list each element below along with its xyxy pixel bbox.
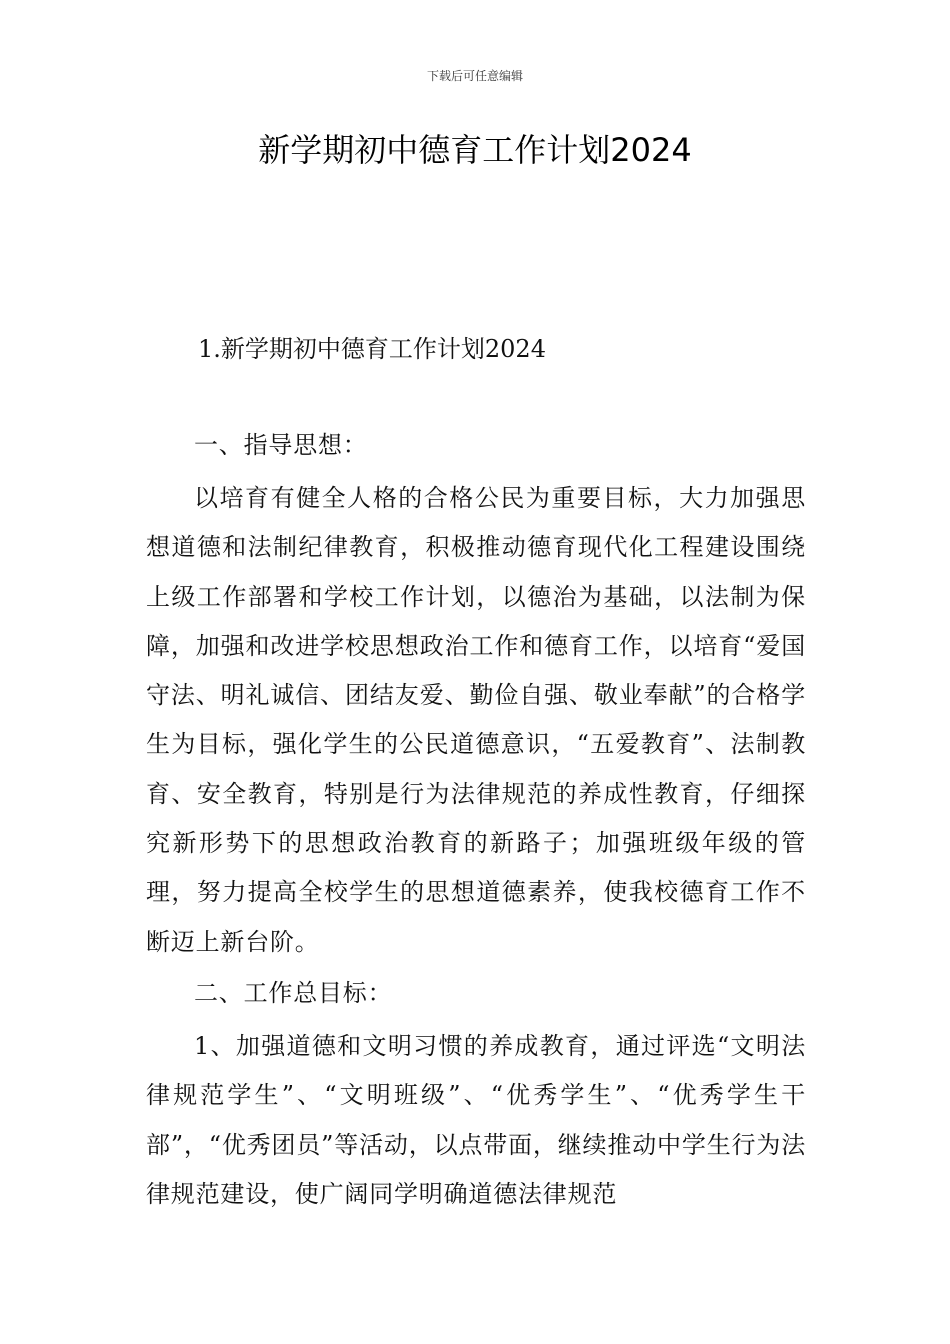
paragraph: 以培育有健全人格的合格公民为重要目标，大力加强思想道德和法制纪律教育，积极推动德育现代化工程建设围绕上级工作部署和学校工作计划，以德治为基础，以法制为保障，加强和改进学校思想政治工作和德育工作，以培育“爱国守法、明礼诚信、团结友爱、勤俭自强、敬业奉献”的合格学生为目标，强化学生的公民道德意识，“五爱教育”、法制教育、安全教育，特别是行为法律规范的养成性教育，仔细探究新形势下的思想政治教育的新路子；加强班级年级的管理，努力提高全校学生的思想道德素养，使我校德育工作不断迈上新台阶。: [146, 484, 806, 956]
section-1-body: [146, 474, 806, 967]
section-1-heading-block: [146, 421, 806, 470]
paragraph: 1、加强道德和文明习惯的养成教育，通过评选“文明法律规范学生”、“文明班级”、“优秀学生”、“优秀学生干部”，“优秀团员”等活动，以点带面，继续推动中学生行为法律规范建设，使广阔同学明确道德法律规范: [146, 1032, 806, 1208]
document-title: 新学期初中德育工作计划2024: [258, 131, 692, 169]
header-note: 下载后可任意编辑: [426, 69, 523, 83]
section-heading: 一、指导思想：: [194, 431, 368, 459]
section-2-body: [146, 1022, 806, 1219]
section-2-heading-block: [146, 969, 806, 1018]
section-heading: 二、工作总目标：: [194, 979, 393, 1007]
document-subtitle: 1.新学期初中德育工作计划2024: [198, 335, 546, 363]
